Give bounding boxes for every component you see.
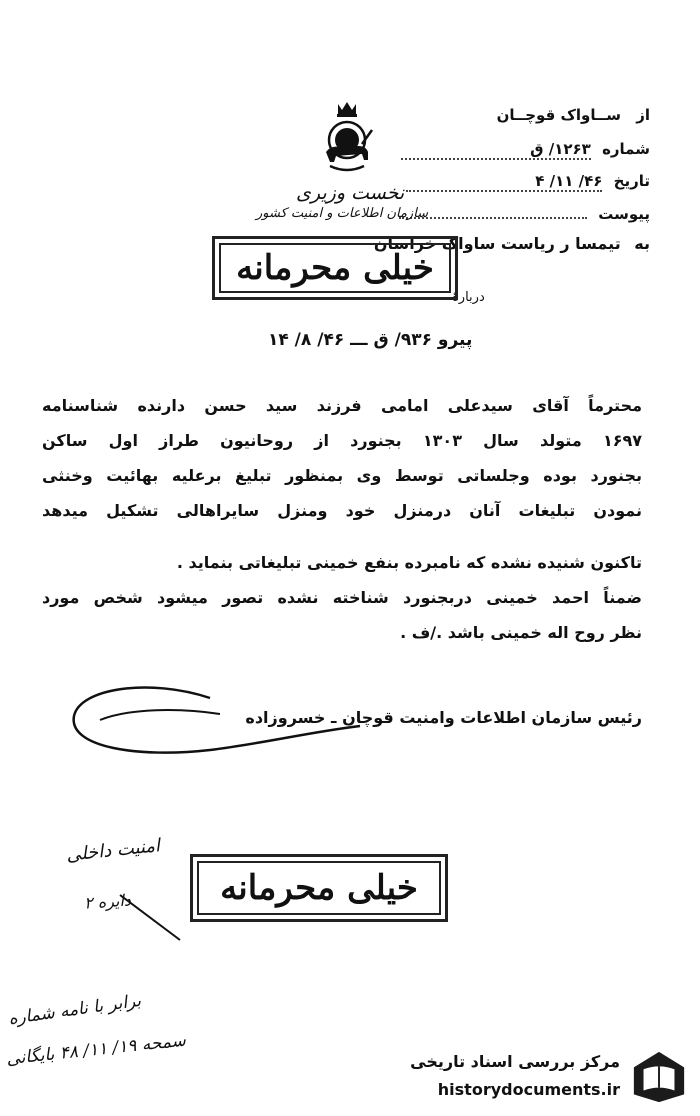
handwritten-note-office: دایره ۲ [83, 890, 132, 913]
from-field [497, 106, 650, 124]
subject-label: دربارهٔ [452, 290, 485, 305]
number-label: شماره [602, 140, 650, 158]
body-line-5: تاکنون شنیده نشده که نامبرده بنفع خمینی تبلیغاتی بنماید . [176, 553, 642, 572]
date-field [406, 172, 650, 192]
attachment-label: پیوست [598, 205, 650, 223]
body-line-4: نمودن تبلیغات آنان درمنزل خود ومنزل سایراهالی تشکیل میدهد [42, 501, 642, 520]
number-field [401, 140, 650, 160]
body-line-6: ضمناً احمد خمینی دربجنورد شناخته نشده تصور میشود شخص مورد [42, 588, 642, 607]
number-value: ۱۲۶۳/ ق [401, 140, 591, 160]
from-value: ســاواک قوچــان [496, 106, 621, 124]
footer-logo [390, 1046, 690, 1108]
signature-line: رئیس سازمان اطلاعات وامنیت قوچان ـ خسروزاده [245, 708, 642, 727]
body-line-3: بجنورد بوده وجلساتی توسط وی بمنظور تبلیغ برعلیه بهائیت وخنثی [42, 466, 642, 485]
handwritten-note-department: امنیت داخلی [65, 835, 161, 866]
footer-org-name: مرکز بررسی اسناد تاریخی [410, 1052, 620, 1071]
body-line-7: نظر روح اله خمینی باشد ./ف . [400, 623, 642, 642]
handwritten-arrow-mark [110, 890, 190, 950]
stamp-bottom-text: خیلی محرمانه [220, 868, 418, 908]
stamp-inner-border-bottom [197, 861, 441, 915]
lion-and-sun-emblem-icon [312, 100, 382, 184]
handwritten-note-reference: برابر با نامه شماره [7, 990, 143, 1030]
attachment-field [399, 203, 650, 223]
org-name-primary: نخست وزیری [296, 182, 405, 204]
from-label: از [636, 106, 650, 124]
classification-stamp-top [212, 236, 458, 300]
body-line-2: ۱۶۹۷ متولد سال ۱۳۰۳ بجنورد از روحانیون طراز اول ساکن [42, 431, 642, 450]
date-label: تاریخ [613, 172, 650, 190]
classification-stamp-bottom [190, 854, 448, 922]
org-name-secondary: سازمان اطلاعات و امنیت کشور [256, 206, 429, 221]
to-value: تیمسا ر ریاست ساواک خراسان [373, 234, 621, 253]
stamp-top-text: خیلی محرمانه [236, 248, 434, 288]
to-label: به [634, 234, 650, 253]
stamp-inner-border [219, 243, 451, 293]
footer-url[interactable]: historydocuments.ir [437, 1080, 620, 1099]
date-value: ۴۶/ ۱۱/ ۴ [406, 172, 602, 192]
body-line-1: محترماً آقای سیدعلی امامی فرزند سید حسن دارنده شناسنامه [42, 396, 642, 415]
book-logo-icon [630, 1048, 688, 1106]
handwritten-signature-scribble [60, 668, 390, 788]
reference-line: پیرو ۹۳۶/ ق ـــ ۴۶/ ۸/ ۱۴ [268, 330, 473, 350]
handwritten-note-date: سمحه ۱۹/ ۱۱/ ۴۸ بایگانی [5, 1030, 187, 1070]
